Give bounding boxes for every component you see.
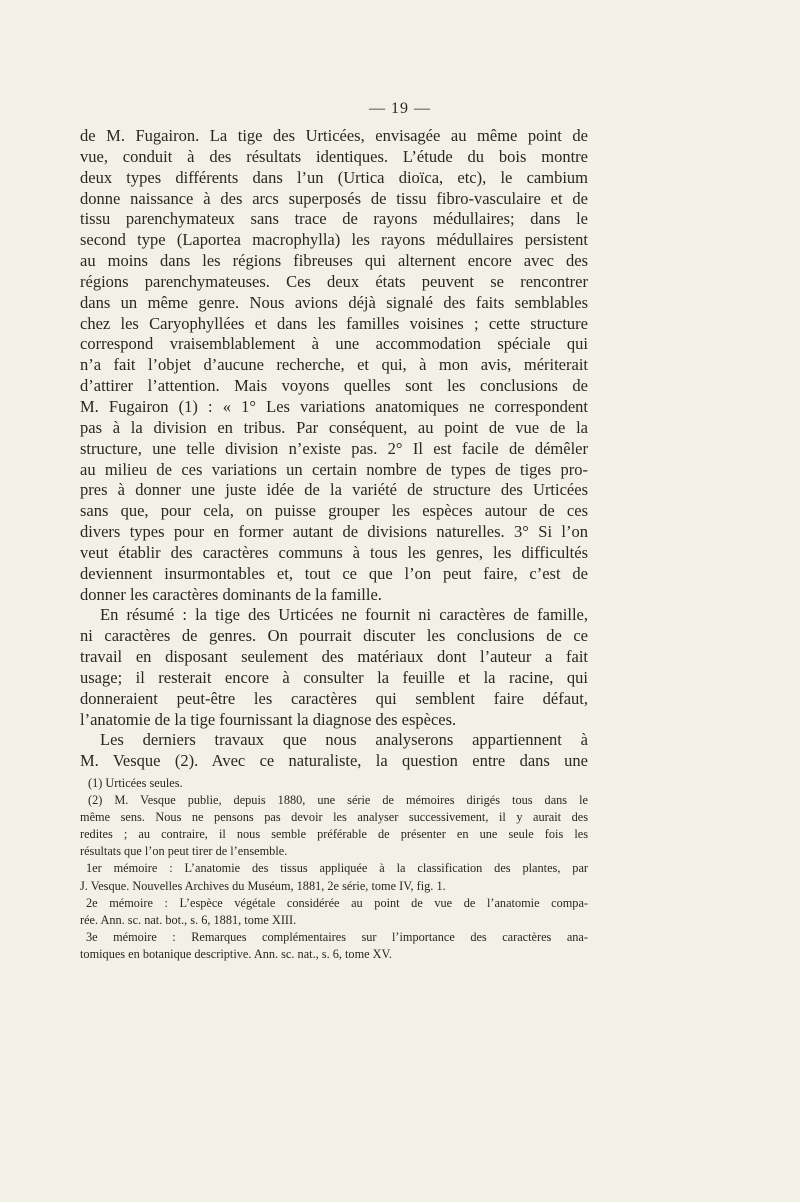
footnote-line: 2e mémoire : L’espèce végétale considérée au point de vue de l’anatomie compa- xyxy=(86,895,588,910)
text-line: pres à donner une juste idée de la variété de structure des Urticées xyxy=(80,480,588,500)
text-line: En résumé : la tige des Urticées ne fournit ni caractères de famille, xyxy=(100,605,588,625)
text-line: sans que, pour cela, on puisse grouper les espèces autour de ces xyxy=(80,501,588,521)
text-line: pas à la division en tribus. Par conséquent, au point de vue de la xyxy=(80,417,588,437)
text-line: travail en disposant seulement des matériaux dont l’auteur a fait xyxy=(80,647,588,667)
text-line: n’a fait l’objet d’aucune recherche, et qui, à mon avis, mériterait xyxy=(80,355,588,375)
text-line: M. Vesque (2). Avec ce naturaliste, la question entre dans une xyxy=(80,751,588,771)
text-line: Les derniers travaux que nous analyserons appartiennent à xyxy=(100,730,588,750)
page-number: — 19 — xyxy=(369,100,431,117)
text-line: tissu parenchymateux sans trace de rayons médullaires; dans le xyxy=(80,209,588,229)
text-line: dans un même genre. Nous avions déjà signalé des faits semblables xyxy=(80,292,588,312)
text-line: de M. Fugairon. La tige des Urticées, envisagée au même point de xyxy=(80,126,588,145)
footnote-line: redites ; au contraire, il nous semble préférable de présenter en une seule fois les xyxy=(80,827,588,842)
text-line: deux types différents dans l’un (Urtica dioïca, etc), le cambium xyxy=(80,167,588,187)
footnote-line: même sens. Nous ne pensons pas devoir les analyser successivement, il y aurait des xyxy=(80,810,588,825)
text-line: usage; il resterait encore à consulter la feuille et la racine, qui xyxy=(80,667,588,687)
text-line: donner les caractères dominants de la famille. xyxy=(80,584,382,604)
text-line: M. Fugairon (1) : « 1° Les variations anatomiques ne correspondent xyxy=(80,396,588,416)
text-line: divers types pour en former autant de divisions naturelles. 3° Si l’on xyxy=(80,522,588,542)
footnote-line: (1) Urticées seules. xyxy=(88,776,183,790)
footnote-line: rée. Ann. sc. nat. bot., s. 6, 1881, tome XIII. xyxy=(80,912,297,927)
footnotes xyxy=(80,775,588,963)
text-line: régions parenchymateuses. Ces deux états peuvent se rencontrer xyxy=(80,271,588,291)
text-line: second type (Laportea macrophylla) les rayons médullaires persistent xyxy=(80,230,588,250)
footnote-line: (2) M. Vesque publie, depuis 1880, une série de mémoires dirigés tous dans le xyxy=(88,793,588,808)
footnote-line: 1er mémoire : L’anatomie des tissus appliquée à la classification des plantes, par xyxy=(86,861,588,876)
text-line: deviennent insurmontables et, tout ce que l’on peut faire, c’est de xyxy=(80,563,588,583)
text-line: l’anatomie de la tige fournissant la diagnose des espèces. xyxy=(80,709,457,729)
body-text xyxy=(80,126,588,772)
text-line: veut établir des caractères communs à tous les genres, les difficultés xyxy=(80,542,588,562)
text-line: donne naissance à des arcs superposés de tissu fibro-vasculaire et de xyxy=(80,188,588,208)
text-line: ni caractères de genres. On pourrait discuter les conclusions de ce xyxy=(80,626,588,646)
footnote-line: résultats que l’on peut tirer de l’ensemble. xyxy=(80,844,288,859)
text-line: correspond vraisemblablement à une accommodation spéciale qui xyxy=(80,334,588,354)
text-line: structure, une telle division n’existe pas. 2° Il est facile de démêler xyxy=(80,438,588,458)
text-line: d’attirer l’attention. Mais voyons quelles sont les conclusions de xyxy=(80,376,588,396)
footnote-line: 3e mémoire : Remarques complémentaires sur l’importance des caractères ana- xyxy=(86,929,588,944)
text-line: vue, conduit à des résultats identiques. L’étude du bois montre xyxy=(80,146,588,166)
text-line: donneraient peut-être les caractères qui semblent faire défaut, xyxy=(80,688,588,708)
text-line: au moins dans les régions fibreuses qui alternent encore avec des xyxy=(80,251,588,271)
footnote-line: J. Vesque. Nouvelles Archives du Muséum, 1881, 2e série, tome IV, fig. 1. xyxy=(80,878,446,893)
text-line: chez les Caryophyllées et dans les familles voisines ; cette structure xyxy=(80,313,588,333)
text-line: au milieu de ces variations un certain nombre de types de tiges pro- xyxy=(80,459,588,479)
footnote-line: tomiques en botanique descriptive. Ann. sc. nat., s. 6, tome XV. xyxy=(80,946,392,961)
